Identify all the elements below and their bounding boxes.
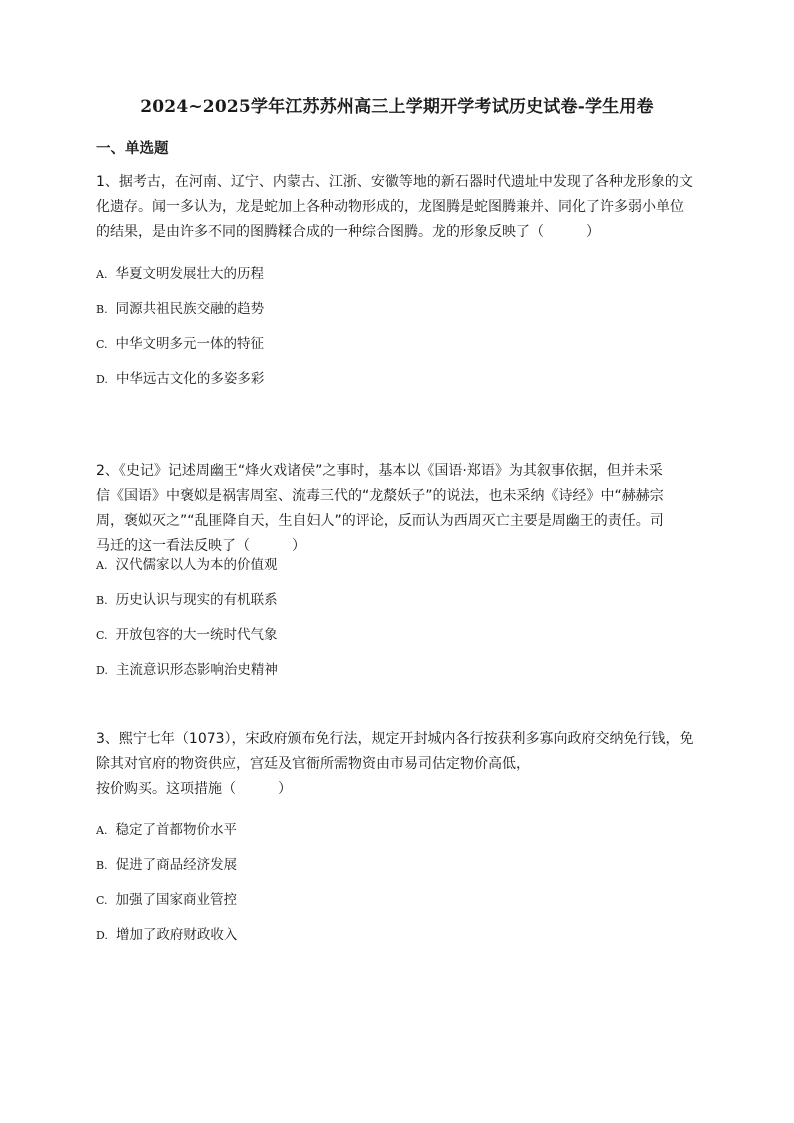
option-text: 稳定了首都物价水平 <box>115 822 237 838</box>
question-2-option-c[interactable] <box>96 623 278 643</box>
page-title: 2024~2025学年江苏苏州高三上学期开学考试历史试卷-学生用卷 <box>140 97 654 117</box>
question-3-option-b[interactable] <box>96 853 237 873</box>
question-3-line-1: 3、熙宁七年（1073），宋政府颁布免行法，规定开封城内各行按获利多寡向政府交纳免行钱，免 <box>96 731 694 747</box>
section-heading: 一、单选题 <box>96 141 169 157</box>
question-2-line-2: 信《国语》中褒姒是祸害周室、流毒三代的“龙漦妖子”的说法，也未采纳《诗经》中“赫赫宗 <box>96 488 664 504</box>
question-2-stem <box>96 459 696 559</box>
question-3-option-a[interactable] <box>96 818 237 838</box>
option-letter: A. <box>96 268 108 281</box>
option-text: 主流意识形态影响治史精神 <box>115 662 278 678</box>
question-1-line-2: 化遗存。闻一多认为，龙是蛇加上各种动物形成的，龙图腾是蛇图腾兼并、同化了许多弱小单位 <box>96 199 684 215</box>
question-2-option-b[interactable] <box>96 588 278 608</box>
question-1-option-b[interactable] <box>96 297 264 317</box>
question-2-option-a[interactable] <box>96 553 277 573</box>
question-2-line-3: 周，褒姒灭之”“乱匪降自天，生自妇人”的评论，反而认为西周灭亡主要是周幽王的责任。司 <box>96 513 664 529</box>
question-3-line-2: 除其对官府的物资供应，宫廷及官衙所需物资由市易司估定物价高低， <box>96 756 530 772</box>
option-text: 开放包容的大一统时代气象 <box>115 627 278 643</box>
option-text: 中华文明多元一体的特征 <box>115 336 265 352</box>
question-2-line-4: 马迁的这一看法反映了（ ） <box>96 538 306 554</box>
option-text: 中华远古文化的多姿多彩 <box>115 371 265 387</box>
option-text: 增加了政府财政收入 <box>115 927 238 943</box>
question-1-option-d[interactable] <box>96 367 264 387</box>
option-letter: D. <box>96 373 108 386</box>
question-1-line-1: 1、据考古，在河南、辽宁、内蒙古、江浙、安徽等地的新石器时代遗址中发现了各种龙形象的文 <box>96 174 693 190</box>
option-letter: A. <box>96 824 108 837</box>
question-1-option-a[interactable] <box>96 262 264 282</box>
option-text: 华夏文明发展壮大的历程 <box>115 266 264 282</box>
option-letter: C. <box>96 894 108 907</box>
option-letter: B. <box>96 594 108 607</box>
question-1-option-c[interactable] <box>96 332 264 352</box>
option-letter: C. <box>96 629 108 642</box>
question-2-line-1: 2、《史记》记述周幽王“烽火戏诸侯”之事时，基本以《国语·郑语》为其叙事依据，但并未采 <box>96 463 663 479</box>
option-text: 加强了国家商业管控 <box>115 892 238 908</box>
question-2-option-d[interactable] <box>96 658 278 678</box>
option-letter: A. <box>96 559 108 572</box>
question-3-option-d[interactable] <box>96 923 237 943</box>
option-letter: D. <box>96 664 108 677</box>
option-letter: B. <box>96 303 108 316</box>
question-3-option-c[interactable] <box>96 888 237 908</box>
option-letter: B. <box>96 859 108 872</box>
option-letter: C. <box>96 338 108 351</box>
option-text: 促进了商品经济发展 <box>115 857 238 873</box>
option-text: 历史认识与现实的有机联系 <box>115 592 278 608</box>
question-3-line-3: 按价购买。这项措施（ ） <box>96 781 292 797</box>
option-letter: D. <box>96 929 108 942</box>
question-3-stem <box>96 727 696 802</box>
option-text: 同源共祖民族交融的趋势 <box>115 301 265 317</box>
question-1-line-3: 的结果，是由许多不同的图腾糅合成的一种综合图腾。龙的形象反映了（ ） <box>96 224 600 240</box>
question-1-stem <box>96 170 696 245</box>
option-text: 汉代儒家以人为本的价值观 <box>115 557 278 573</box>
